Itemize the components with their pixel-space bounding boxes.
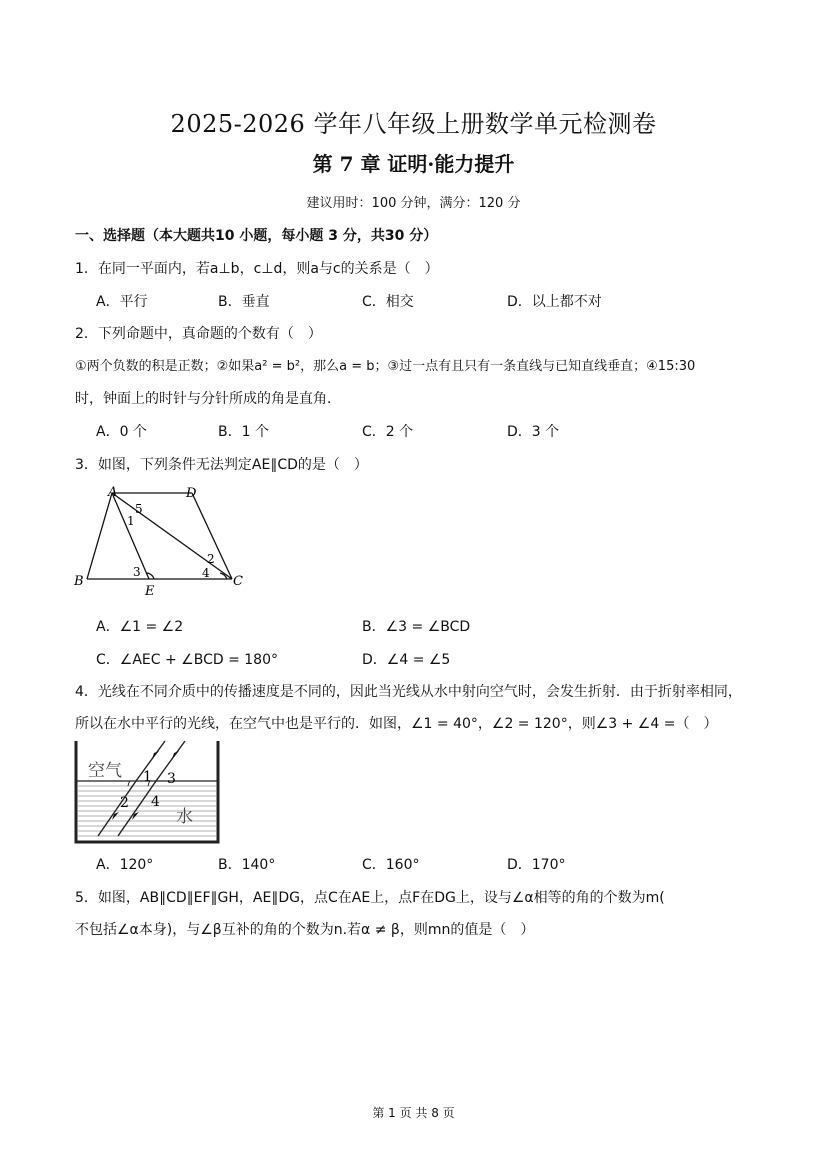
angle-2-arc	[128, 781, 130, 786]
q1-option-a: A．平行	[96, 294, 148, 310]
arrow-icon	[152, 751, 159, 759]
label-d: D	[186, 486, 197, 501]
q4-option-b: B．140°	[218, 857, 276, 873]
q3-option-b: B．∠3 = ∠BCD	[362, 619, 471, 635]
q4-option-d: D．170°	[507, 857, 566, 873]
segment-ab	[87, 493, 112, 579]
question-4-line1: 4．光线在不同介质中的传播速度是不同的，因此当光线从水中射向空气时，会发生折射．由于折射率相同，	[75, 684, 742, 700]
q2-option-b: B．1 个	[218, 424, 269, 440]
label-a: A	[108, 485, 118, 500]
chapter-subtitle: 第 7 章 证明·能力提升	[312, 152, 515, 176]
label-angle-3: 3	[133, 565, 141, 579]
refraction-figure	[72, 738, 222, 848]
beaker-outline	[76, 741, 218, 842]
q4-option-c: C．160°	[362, 857, 420, 873]
question-1-stem: 1．在同一平面内，若a⊥b，c⊥d，则a与c的关系是（ ）	[75, 261, 439, 277]
question-2-stem: 2．下列命题中，真命题的个数有（ ）	[75, 326, 322, 342]
q2-statements-line2: 时，钟面上的时针与分针所成的角是直角．	[75, 391, 341, 407]
label-e: E	[145, 584, 155, 599]
q4-option-a: A．120°	[96, 857, 154, 873]
label-angle-3: 3	[167, 771, 176, 787]
label-angle-1: 1	[143, 769, 152, 785]
trapezoid-figure	[70, 484, 250, 600]
question-3-stem: 3．如图，下列条件无法判定AE∥CD的是（ ）	[75, 457, 368, 473]
section-heading: 一、选择题（本大题共10 小题，每小题 3 分，共30 分）	[75, 228, 438, 244]
q3-option-d: D．∠4 = ∠5	[362, 652, 451, 668]
page-footer: 第 1 页 共 8 页	[372, 1106, 455, 1120]
label-water: 水	[176, 807, 193, 827]
label-angle-4: 4	[202, 566, 210, 580]
label-angle-2: 2	[120, 795, 129, 811]
q1-option-c: C．相交	[362, 294, 414, 310]
q2-option-c: C．2 个	[362, 424, 414, 440]
q2-statements-line1: ①两个负数的积是正数；②如果a² = b²，那么a = b；③过一点有且只有一条直线与已知直线垂直；④15:30	[75, 359, 696, 374]
label-angle-4: 4	[151, 794, 160, 810]
arrow-icon	[172, 751, 179, 759]
q3-option-a: A．∠1 = ∠2	[96, 619, 184, 635]
question-5-line2: 不包括∠α本身)，与∠β互补的角的个数为n.若α ≠ β，则mn的值是（ ）	[75, 922, 535, 938]
label-c: C	[233, 574, 243, 589]
segment-dc	[192, 493, 232, 579]
ray-1-water	[98, 781, 136, 836]
q3-option-c: C．∠AEC + ∠BCD = 180°	[96, 652, 278, 668]
q2-option-d: D．3 个	[507, 424, 560, 440]
label-angle-2: 2	[207, 552, 215, 566]
label-b: B	[74, 574, 84, 589]
question-4-line2: 所以在水中平行的光线，在空气中也是平行的．如图，∠1 = 40°，∠2 = 120°，则∠3 + ∠4 =（ ）	[75, 716, 718, 732]
time-score-hint: 建议用时：100 分钟，满分：120 分	[306, 196, 521, 211]
page-title: 2025-2026 学年八年级上册数学单元检测卷	[170, 110, 657, 138]
label-angle-1: 1	[127, 514, 135, 528]
label-air: 空气	[88, 761, 122, 781]
q2-option-a: A．0 个	[96, 424, 147, 440]
question-5-line1: 5．如图，AB∥CD∥EF∥GH，AE∥DG，点C在AE上，点F在DG上，设与∠α相等的角的个数为m(	[75, 890, 665, 906]
label-angle-5: 5	[135, 502, 143, 516]
q1-option-b: B．垂直	[218, 294, 270, 310]
q1-option-d: D．以上都不对	[507, 294, 602, 310]
